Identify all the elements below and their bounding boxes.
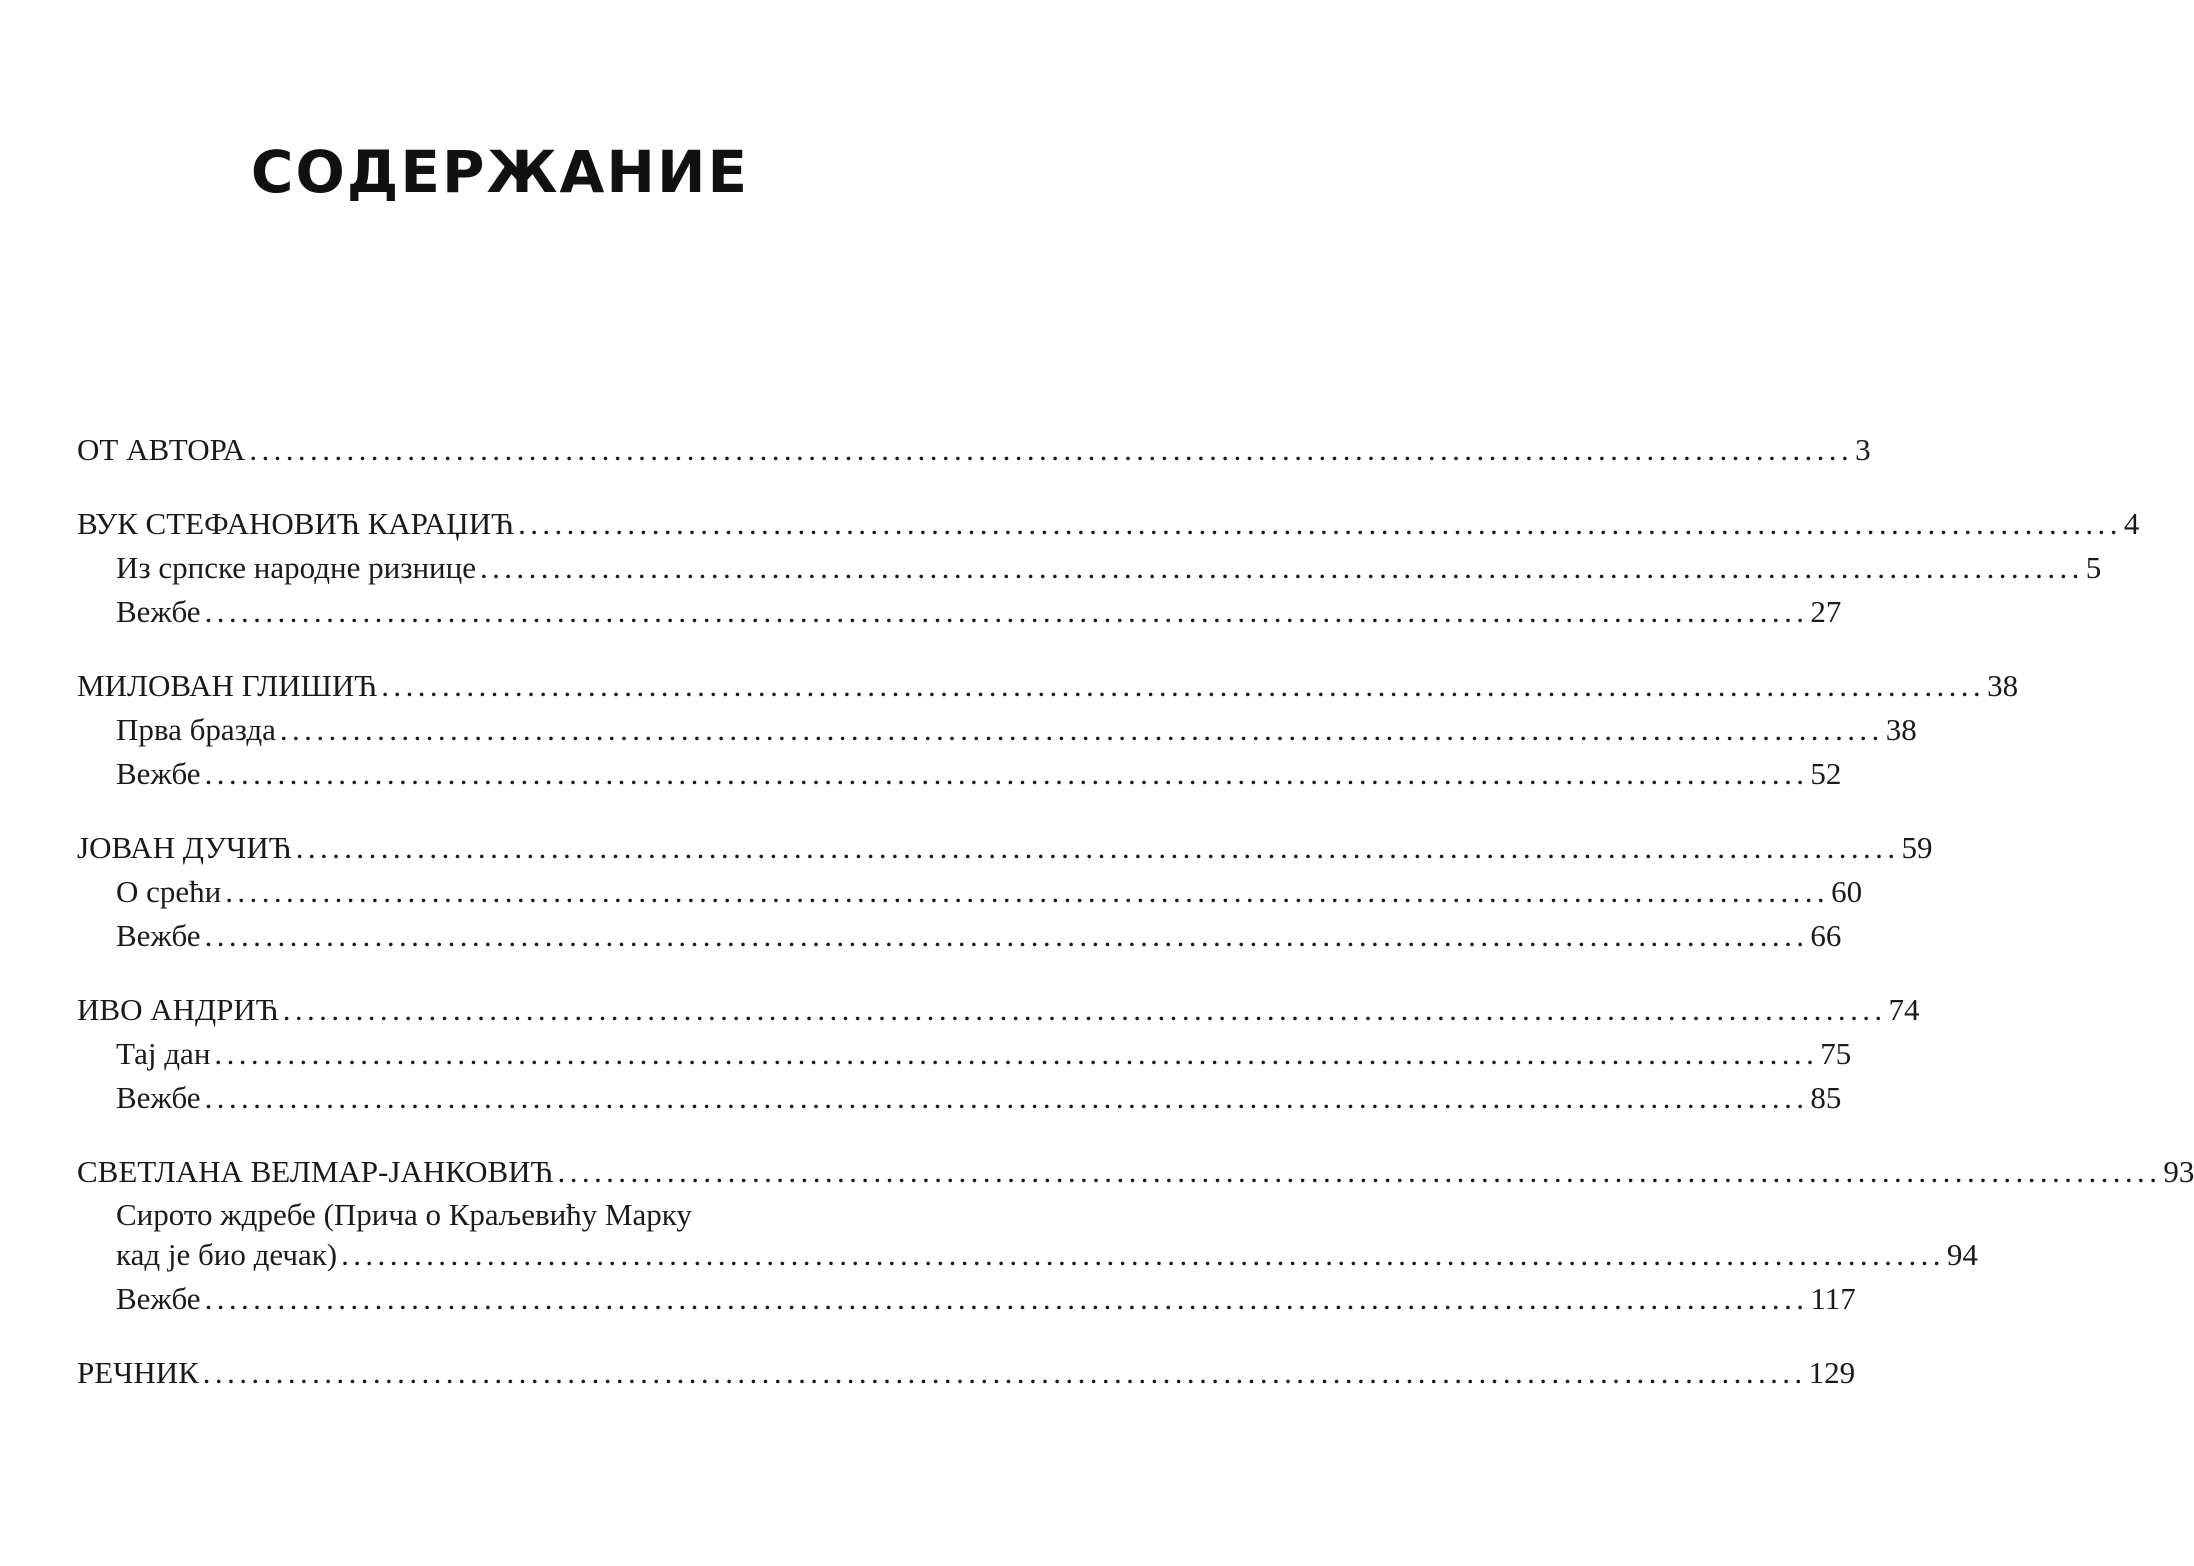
toc-section-velmar-jankovic [77,1150,2194,1321]
dot-leader: .................................................................................................................................... [204,1080,1809,1115]
toc-entry-label: ИВО АНДРИЋ [77,992,279,1027]
dot-leader: .................................................................................................................................... [204,756,1809,791]
toc-entry-work[interactable] [77,1197,1978,1277]
dot-leader: .................................................................................................................................... [249,432,1854,467]
toc-entry-label: Тај дан [116,1036,211,1071]
toc-entry[interactable] [77,428,1871,472]
toc-entry-label: МИЛОВАН ГЛИШИЋ [77,668,378,703]
toc-entry-page: 3 [1855,432,1871,467]
toc-entry-label: СВЕТЛАНА ВЕЛМАР-ЈАНКОВИЋ [77,1154,554,1189]
toc-entry-work[interactable] [77,1032,1852,1076]
toc-entry-exercises[interactable] [77,752,1842,796]
toc-entry-label: Прва бразда [116,712,276,747]
toc-entry-label: Вежбе [116,918,201,953]
toc-entry-exercises[interactable] [77,914,1842,958]
dot-leader: .................................................................................................................................... [204,1281,1809,1316]
toc-entry-page: 4 [2123,506,2140,541]
toc-entry-label: ОТ АВТОРА [77,432,246,467]
toc-entry-page: 93 [2163,1154,2194,1189]
dot-leader: .................................................................................................................................... [381,668,1986,703]
toc-entry-page: 75 [1820,1036,1852,1071]
toc-entry-page: 66 [1810,918,1842,953]
dot-leader: .................................................................................................................................... [202,1355,1807,1390]
toc-entry-work[interactable] [77,546,2102,590]
dot-leader: .................................................................................................................................... [282,992,1887,1027]
toc-entry-label: Вежбе [116,594,201,629]
table-of-contents [77,428,2194,1425]
dot-leader: .................................................................................................................................... [295,830,1900,865]
toc-entry-page: 38 [1987,668,2019,703]
toc-entry-page: 117 [1810,1281,1856,1316]
dot-leader: .................................................................................................................................... [225,874,1830,909]
toc-entry-exercises[interactable] [77,1277,1856,1321]
toc-entry-work[interactable] [77,708,1917,752]
toc-entry-label: ВУК СТЕФАНОВИЋ КАРАЏИЋ [77,506,515,541]
toc-entry-page: 94 [1946,1237,1978,1272]
toc-entry-page: 129 [1808,1355,1856,1390]
toc-section-dictionary [77,1351,1856,1395]
toc-entry-page: 38 [1885,712,1917,747]
toc-entry-page: 5 [2085,550,2102,585]
toc-entry-label-line1: Сирото ждребе (Прича о Краљевићу Марку [116,1197,692,1232]
toc-entry-author[interactable] [77,664,2019,708]
dot-leader: .................................................................................................................................... [214,1036,1819,1071]
toc-entry[interactable] [77,1351,1856,1395]
dot-leader: .................................................................................................................................... [557,1154,2162,1189]
toc-entry-label: О срећи [116,874,222,909]
toc-entry-label: Вежбе [116,756,201,791]
dot-leader: .................................................................................................................................... [204,594,1809,629]
toc-entry-page: 27 [1810,594,1842,629]
toc-entry-page: 52 [1810,756,1842,791]
page-title: СОДЕРЖАНИЕ [250,138,750,206]
toc-entry-exercises[interactable] [77,590,1842,634]
dot-leader: .................................................................................................................................... [479,550,2084,585]
toc-entry-page: 59 [1901,830,1933,865]
toc-entry-label-line2: кад је био дечак) [116,1237,338,1272]
dot-leader: .................................................................................................................................... [518,506,2122,541]
dot-leader: .................................................................................................................................... [204,918,1809,953]
toc-entry-label: РЕЧНИК [77,1355,199,1390]
toc-entry-label: Вежбе [116,1281,201,1316]
toc-entry-work[interactable] [77,870,1863,914]
toc-section-andric [77,988,1920,1120]
toc-entry-label: Вежбе [116,1080,201,1115]
toc-section-author-note [77,428,1871,472]
toc-entry-author[interactable] [77,988,1920,1032]
toc-section-ducic [77,826,1933,958]
toc-entry-page: 74 [1888,992,1920,1027]
toc-section-karadzic [77,502,2140,634]
toc-entry-author[interactable] [77,1150,2194,1194]
toc-entry-label: ЈОВАН ДУЧИЋ [77,830,292,865]
dot-leader: .................................................................................................................................... [341,1237,1945,1272]
toc-entry-exercises[interactable] [77,1076,1842,1120]
dot-leader: .................................................................................................................................... [279,712,1884,747]
toc-entry-page: 85 [1810,1080,1842,1115]
toc-entry-label: Из српске народне ризнице [116,550,476,585]
toc-entry-page: 60 [1831,874,1863,909]
toc-section-glisic [77,664,2019,796]
toc-entry-author[interactable] [77,502,2140,546]
toc-entry-author[interactable] [77,826,1933,870]
